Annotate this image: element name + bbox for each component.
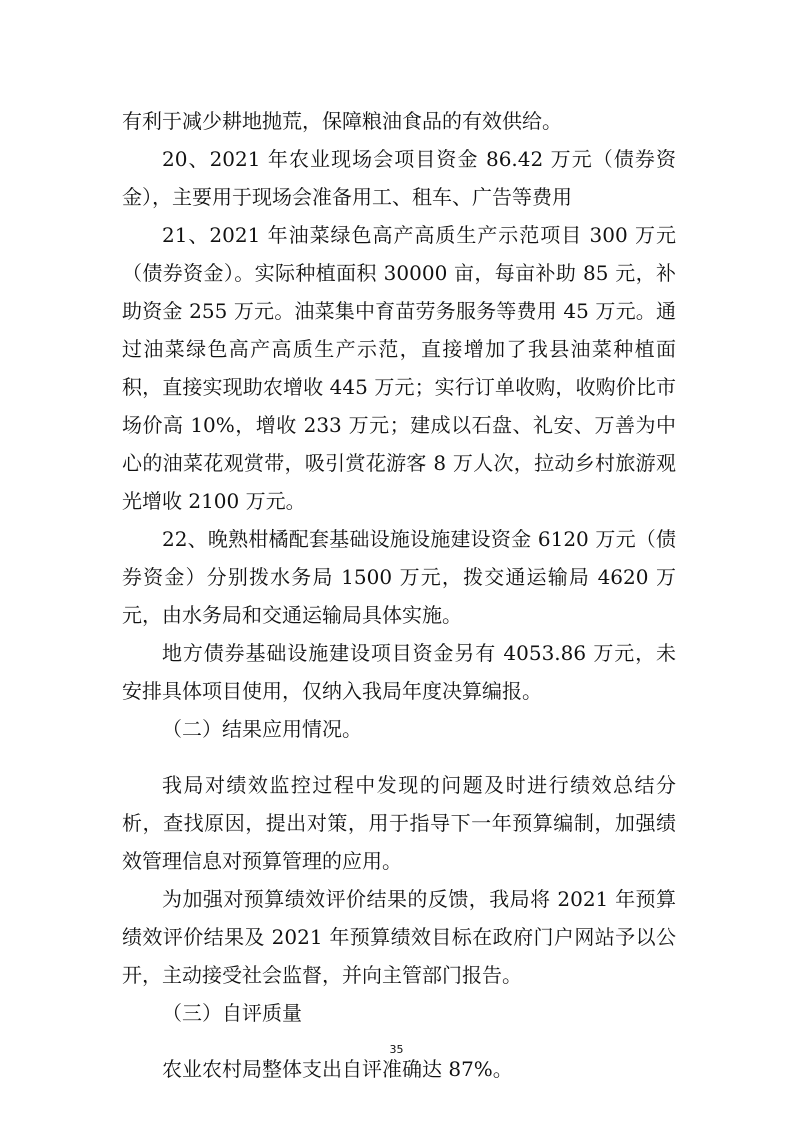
- paragraph-continuation: 有利于减少耕地抛荒，保障粮油食品的有效供给。: [122, 109, 562, 133]
- paragraph-quality: 农业农村局整体支出自评准确达 87%。: [162, 1057, 513, 1081]
- paragraph-item-21: 21、2021 年油菜绿色高产高质生产示范项目 300 万元（债券资金）。实际种植面积 30000 亩，每亩补助 85 元，补助资金 255 万元。油菜集中育苗劳务服务等费用 45 万元。通过油菜绿色高产高质生产示范，直接增加了我县油菜种植面积，直接实现助农增收 445 万元；实行订单收购，收购价比市场价高 10%，增收 233 万元；建成以石盘、礼安、万善为中心的油菜花观赏带，吸引赏花游客 8 万人次，拉动乡村旅游观光增收 2100 万元。: [122, 223, 676, 513]
- section-heading-quality: （三）自评质量: [162, 1001, 302, 1025]
- paragraph-item-22: 22、晚熟柑橘配套基础设施设施建设资金 6120 万元（债券资金）分别拨水务局 1500 万元，拨交通运输局 4620 万元，由水务局和交通运输局具体实施。: [122, 527, 676, 627]
- page-number: 35: [389, 1043, 404, 1056]
- paragraph-results-2: 为加强对预算绩效评价结果的反馈，我局将 2021 年预算绩效评价结果及 2021 年预算绩效目标在政府门户网站予以公开，主动接受社会监督，并向主管部门报告。: [122, 887, 676, 987]
- paragraph-item-20: 20、2021 年农业现场会项目资金 86.42 万元（债券资金），主要用于现场会准备用工、租车、广告等费用: [122, 147, 676, 209]
- section-heading-results: （二）结果应用情况。: [162, 717, 362, 741]
- paragraph-results-1: 我局对绩效监控过程中发现的问题及时进行绩效总结分析，查找原因，提出对策，用于指导下一年预算编制，加强绩效管理信息对预算管理的应用。: [122, 773, 676, 873]
- paragraph-bond-remainder: 地方债券基础设施建设项目资金另有 4053.86 万元，未安排具体项目使用，仅纳入我局年度决算编报。: [122, 641, 676, 703]
- document-body: [122, 102, 676, 1088]
